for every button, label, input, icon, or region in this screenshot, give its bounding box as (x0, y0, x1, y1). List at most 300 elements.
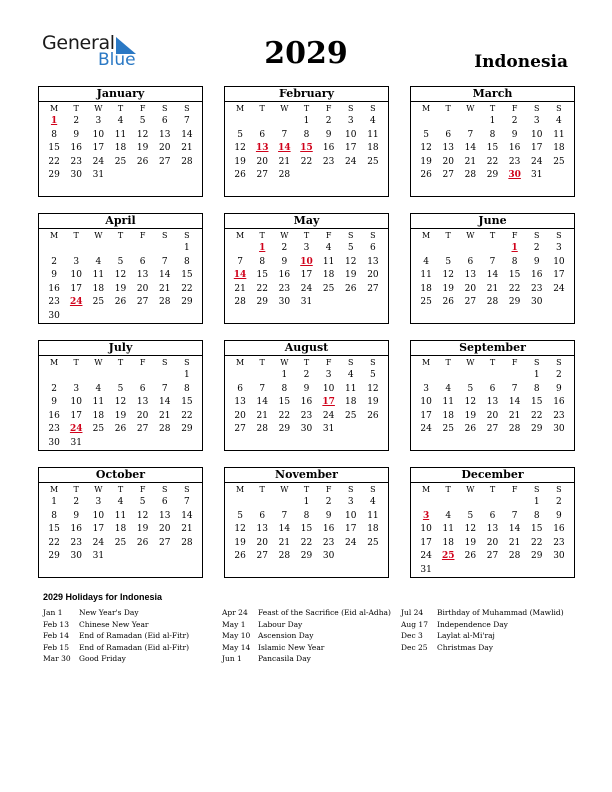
day-cell: 19 (136, 143, 149, 154)
day-cell: 18 (92, 283, 105, 294)
holiday-item (43, 607, 189, 619)
weekday-header: W (280, 231, 289, 240)
weekday-header: S (370, 358, 376, 367)
day-cell: 27 (256, 551, 268, 562)
day-holiday: 10 (300, 256, 313, 267)
day-cell: 2 (73, 116, 80, 126)
day-cell: 22 (278, 410, 291, 421)
day-cell: 31 (300, 297, 313, 308)
day-cell: 16 (70, 143, 82, 154)
day-cell: 20 (159, 143, 171, 154)
weekday-header: W (280, 485, 289, 494)
day-cell: 5 (370, 370, 376, 380)
day-cell: 28 (159, 424, 171, 435)
day-cell: 21 (159, 283, 171, 294)
weekday-header: W (466, 104, 475, 113)
day-holiday: 24 (69, 297, 83, 308)
day-empty (437, 369, 459, 383)
day-cell: 19 (345, 270, 357, 281)
day-cell: 12 (234, 143, 246, 154)
day-cell: 10 (420, 524, 432, 535)
day-cell: 22 (486, 156, 499, 167)
day-cell: 9 (303, 383, 310, 394)
day-cell: 23 (553, 537, 565, 548)
day-empty (273, 115, 295, 129)
day-cell: 16 (48, 283, 60, 294)
month-december (410, 467, 575, 578)
day-cell: 25 (345, 410, 357, 421)
day-holiday: 13 (255, 143, 269, 154)
day-cell: 28 (234, 297, 246, 308)
weekday-header: T (259, 231, 265, 240)
holiday-name: Independence Day (437, 619, 508, 629)
day-cell: 26 (114, 424, 127, 435)
day-cell: 25 (92, 424, 105, 435)
day-empty (229, 369, 251, 383)
holiday-name: Laylat al-Mi'raj (437, 631, 495, 640)
weekday-header: T (303, 358, 310, 367)
day-cell: 14 (278, 524, 291, 535)
day-cell: 21 (486, 283, 499, 294)
day-cell: 26 (345, 283, 357, 294)
day-cell: 11 (367, 129, 379, 140)
day-cell: 17 (70, 410, 82, 421)
day-cell: 2 (73, 497, 80, 507)
day-cell: 22 (300, 537, 313, 548)
day-cell: 22 (181, 410, 193, 421)
day-cell: 10 (345, 510, 357, 521)
day-cell: 25 (553, 156, 565, 167)
weekday-header: S (184, 485, 190, 494)
day-cell: 10 (92, 129, 105, 140)
weekday-header: S (184, 358, 190, 367)
day-cell: 23 (322, 537, 335, 548)
day-holiday: 30 (508, 170, 521, 181)
day-cell: 4 (370, 116, 376, 126)
day-cell: 23 (553, 410, 565, 421)
day-cell: 23 (48, 424, 60, 435)
weekday-header: M (49, 358, 59, 367)
weekday-header: W (94, 104, 103, 113)
day-cell: 1 (533, 497, 540, 507)
day-cell: 22 (181, 283, 193, 294)
day-cell: 10 (322, 383, 335, 394)
month-grid (225, 102, 388, 183)
day-cell: 25 (367, 537, 379, 548)
weekday-header: T (445, 358, 451, 367)
weekday-header: T (117, 104, 124, 113)
day-cell: 26 (464, 551, 477, 562)
day-cell: 16 (278, 270, 291, 281)
day-cell: 2 (556, 370, 562, 380)
day-cell: 10 (531, 129, 543, 140)
weekday-header: M (49, 231, 59, 240)
day-cell: 3 (556, 243, 562, 253)
day-cell: 8 (303, 510, 310, 521)
day-cell: 15 (48, 524, 60, 535)
day-cell: 18 (114, 143, 127, 154)
day-cell: 31 (322, 424, 335, 435)
day-cell: 24 (92, 156, 105, 167)
weekday-header: S (556, 358, 562, 367)
day-cell: 29 (48, 170, 60, 181)
weekday-header: S (534, 358, 540, 367)
month-title: February (225, 87, 388, 102)
day-cell: 6 (161, 116, 168, 126)
day-empty (459, 496, 481, 510)
day-cell: 4 (95, 383, 102, 394)
day-holiday: 1 (511, 243, 518, 253)
day-cell: 4 (370, 497, 376, 507)
day-cell: 4 (347, 370, 354, 380)
day-cell: 2 (303, 370, 310, 380)
day-cell: 19 (114, 283, 127, 294)
day-cell: 20 (367, 270, 379, 281)
holiday-date: May 10 (222, 631, 251, 640)
day-cell: 30 (553, 424, 565, 435)
month-grid (225, 483, 388, 564)
day-cell: 14 (159, 270, 171, 281)
day-cell: 5 (117, 256, 124, 267)
day-cell: 6 (139, 256, 146, 267)
day-cell: 21 (278, 537, 291, 548)
month-title: December (411, 468, 574, 483)
day-cell: 5 (467, 383, 474, 394)
day-cell: 12 (367, 383, 379, 394)
weekday-header: S (348, 231, 354, 240)
weekday-header: M (235, 104, 245, 113)
day-cell: 8 (51, 510, 57, 521)
day-cell: 26 (442, 297, 454, 308)
day-cell: 8 (184, 256, 190, 267)
holiday-item (43, 630, 189, 642)
day-empty (437, 242, 459, 256)
weekday-header: M (421, 231, 431, 240)
weekday-header: M (235, 358, 245, 367)
day-cell: 20 (486, 537, 499, 548)
holiday-item (401, 619, 564, 631)
day-cell: 28 (464, 170, 477, 181)
day-cell: 7 (161, 383, 168, 394)
day-cell: 18 (367, 143, 379, 154)
month-title: January (39, 87, 202, 102)
day-cell: 9 (556, 383, 562, 394)
holiday-date: Jan 1 (43, 608, 63, 617)
day-cell: 28 (508, 424, 521, 435)
day-cell: 26 (234, 170, 246, 181)
weekday-header: S (556, 485, 562, 494)
weekday-header: F (325, 485, 332, 494)
day-cell: 20 (256, 156, 268, 167)
month-title: April (39, 214, 202, 229)
day-cell: 18 (442, 537, 454, 548)
holiday-item (401, 630, 564, 642)
day-cell: 27 (136, 424, 149, 435)
day-cell: 1 (281, 370, 288, 380)
day-cell: 29 (181, 297, 193, 308)
day-cell: 29 (278, 424, 291, 435)
day-cell: 26 (464, 424, 477, 435)
holiday-date: May 14 (222, 642, 251, 652)
day-cell: 5 (139, 497, 146, 507)
day-cell: 12 (464, 397, 477, 408)
month-title: November (225, 468, 388, 483)
holiday-date: Aug 17 (401, 619, 428, 629)
holiday-name: Pancasila Day (258, 654, 311, 663)
weekday-header: M (421, 358, 431, 367)
day-cell: 4 (423, 256, 429, 267)
month-january (38, 86, 203, 197)
day-cell: 16 (553, 524, 565, 535)
day-cell: 22 (531, 410, 543, 421)
day-cell: 12 (114, 397, 127, 408)
month-october (38, 467, 203, 578)
day-cell: 6 (467, 256, 474, 267)
weekday-header: F (325, 104, 332, 113)
day-cell: 16 (508, 143, 521, 154)
day-cell: 21 (508, 537, 521, 548)
day-cell: 13 (464, 270, 477, 281)
month-title: March (411, 87, 574, 102)
day-cell: 1 (184, 370, 190, 380)
weekday-header: S (162, 231, 168, 240)
day-cell: 6 (445, 129, 452, 140)
day-cell: 12 (442, 270, 454, 281)
holiday-item (401, 607, 564, 619)
day-cell: 27 (367, 283, 379, 294)
day-cell: 18 (322, 270, 335, 281)
day-cell: 21 (508, 410, 521, 421)
day-holiday: 1 (50, 116, 58, 126)
weekday-header: T (73, 358, 79, 367)
day-cell: 15 (278, 397, 291, 408)
month-title: May (225, 214, 388, 229)
day-cell: 8 (511, 256, 518, 267)
day-cell: 16 (48, 410, 60, 421)
weekday-header: F (139, 485, 146, 494)
day-cell: 13 (234, 397, 246, 408)
day-cell: 7 (511, 383, 518, 394)
day-cell: 7 (161, 256, 168, 267)
day-cell: 23 (70, 156, 82, 167)
day-cell: 26 (136, 537, 149, 548)
brand-blue-text: Blue (98, 50, 136, 70)
day-cell: 13 (486, 397, 499, 408)
day-cell: 13 (136, 270, 149, 281)
day-holiday: 14 (278, 143, 291, 154)
day-empty (251, 496, 273, 510)
day-cell: 6 (489, 510, 496, 521)
day-cell: 28 (278, 170, 291, 181)
month-grid (225, 229, 388, 310)
weekday-header: T (303, 485, 310, 494)
day-cell: 28 (256, 424, 268, 435)
day-cell: 23 (300, 410, 313, 421)
day-empty (154, 242, 176, 256)
weekday-header: F (511, 485, 518, 494)
day-cell: 16 (553, 397, 565, 408)
day-cell: 1 (51, 497, 57, 507)
day-cell: 9 (325, 129, 332, 140)
calendar-country: Indonesia (474, 52, 568, 72)
day-cell: 3 (533, 116, 540, 126)
day-cell: 5 (237, 510, 243, 521)
day-cell: 12 (234, 524, 246, 535)
day-cell: 24 (553, 283, 565, 294)
day-cell: 10 (70, 397, 82, 408)
day-cell: 17 (345, 143, 357, 154)
day-cell: 2 (51, 383, 57, 394)
day-cell: 7 (281, 129, 288, 140)
day-cell: 29 (300, 551, 313, 562)
weekday-header: M (235, 231, 245, 240)
day-cell: 22 (48, 156, 60, 167)
day-holiday: 14 (233, 270, 247, 281)
month-may (224, 213, 389, 324)
day-cell: 11 (442, 397, 454, 408)
day-cell: 11 (114, 129, 127, 140)
brand-general-text: General (42, 32, 115, 54)
day-cell: 9 (556, 510, 562, 521)
day-cell: 10 (92, 510, 105, 521)
day-cell: 25 (114, 156, 127, 167)
day-cell: 31 (70, 437, 82, 448)
day-cell: 8 (281, 383, 288, 394)
day-cell: 27 (256, 170, 268, 181)
day-empty (415, 369, 437, 383)
day-empty (504, 369, 526, 383)
day-empty (481, 369, 503, 383)
day-cell: 13 (136, 397, 149, 408)
weekday-header: S (348, 104, 354, 113)
day-cell: 29 (508, 297, 521, 308)
weekday-header: S (162, 485, 168, 494)
day-empty (229, 242, 251, 256)
day-cell: 12 (420, 143, 432, 154)
day-cell: 31 (92, 551, 105, 562)
day-cell: 25 (92, 297, 105, 308)
day-cell: 22 (300, 156, 313, 167)
day-cell: 13 (367, 256, 379, 267)
holiday-name: Islamic New Year (258, 642, 325, 652)
month-june (410, 213, 575, 324)
weekday-header: M (421, 104, 431, 113)
day-cell: 18 (114, 524, 127, 535)
day-cell: 15 (181, 270, 193, 281)
day-cell: 27 (159, 156, 171, 167)
day-cell: 29 (531, 551, 543, 562)
day-cell: 14 (181, 510, 193, 521)
day-cell: 15 (256, 270, 268, 281)
month-grid (411, 356, 574, 437)
month-title: October (39, 468, 202, 483)
day-cell: 26 (114, 297, 127, 308)
day-cell: 27 (136, 297, 149, 308)
weekday-header: W (94, 358, 103, 367)
day-empty (437, 496, 459, 510)
day-cell: 26 (367, 410, 379, 421)
day-holiday: 17 (322, 397, 335, 408)
weekday-header: S (556, 231, 562, 240)
day-cell: 21 (464, 156, 477, 167)
day-cell: 8 (533, 383, 540, 394)
day-cell: 28 (181, 537, 193, 548)
weekday-header: S (370, 231, 376, 240)
day-cell: 14 (464, 143, 477, 154)
day-cell: 17 (92, 524, 105, 535)
day-cell: 19 (114, 410, 127, 421)
day-cell: 21 (159, 410, 171, 421)
month-march (410, 86, 575, 197)
day-cell: 25 (114, 537, 127, 548)
day-empty (43, 242, 65, 256)
day-cell: 7 (184, 497, 190, 507)
weekday-header: M (49, 104, 59, 113)
day-cell: 31 (92, 170, 105, 181)
month-title: July (39, 341, 202, 356)
day-cell: 29 (531, 424, 543, 435)
day-cell: 5 (467, 510, 474, 521)
day-cell: 16 (531, 270, 543, 281)
day-empty (459, 369, 481, 383)
day-cell: 3 (73, 383, 80, 394)
day-cell: 24 (420, 551, 432, 562)
day-cell: 4 (445, 510, 452, 521)
day-cell: 30 (300, 424, 313, 435)
day-empty (87, 242, 109, 256)
day-cell: 2 (511, 116, 518, 126)
day-cell: 22 (256, 283, 268, 294)
day-cell: 6 (259, 129, 266, 140)
calendar-year: 2029 (264, 36, 348, 71)
day-cell: 23 (531, 283, 543, 294)
day-cell: 11 (420, 270, 432, 281)
day-cell: 16 (322, 524, 335, 535)
month-grid (225, 356, 388, 437)
day-cell: 11 (367, 510, 379, 521)
day-cell: 28 (278, 551, 291, 562)
day-cell: 12 (136, 510, 149, 521)
month-grid (39, 229, 202, 324)
day-cell: 14 (159, 397, 171, 408)
weekday-header: S (556, 104, 562, 113)
holiday-date: Dec 3 (401, 631, 423, 640)
weekday-header: T (445, 231, 451, 240)
holiday-name: End of Ramadan (Eid al-Fitr) (79, 642, 190, 652)
weekday-header: F (139, 104, 146, 113)
day-cell: 24 (92, 537, 105, 548)
day-cell: 22 (48, 537, 60, 548)
day-cell: 19 (234, 537, 246, 548)
day-cell: 14 (508, 524, 521, 535)
day-cell: 16 (300, 397, 313, 408)
day-empty (132, 369, 154, 383)
holiday-item (222, 619, 391, 631)
day-cell: 22 (508, 283, 521, 294)
day-cell: 2 (281, 243, 288, 253)
weekday-header: F (139, 358, 146, 367)
day-cell: 3 (95, 497, 102, 507)
weekday-header: M (235, 485, 245, 494)
month-august (224, 340, 389, 451)
day-cell: 2 (533, 243, 540, 253)
holiday-item (222, 630, 391, 642)
day-empty (87, 369, 109, 383)
day-cell: 9 (51, 397, 57, 408)
holiday-column (43, 607, 189, 665)
holiday-item (43, 642, 189, 654)
month-november (224, 467, 389, 578)
